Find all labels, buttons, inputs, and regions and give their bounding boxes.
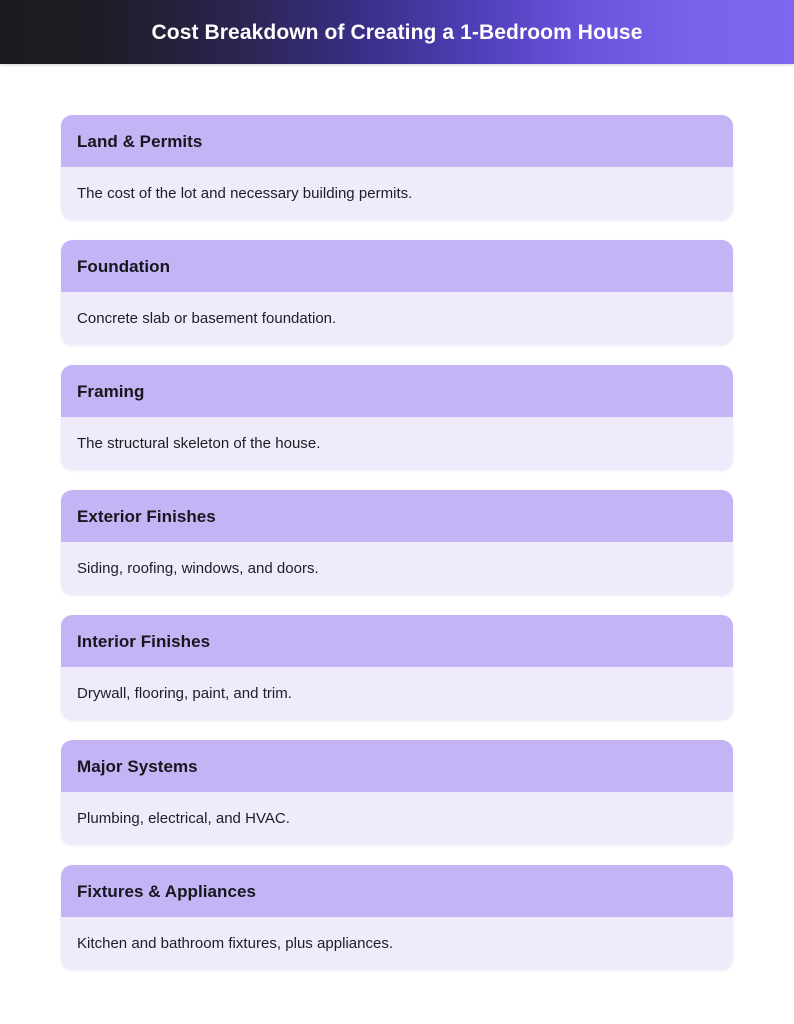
cost-card-title: Exterior Finishes — [77, 506, 216, 526]
cost-card-description: The cost of the lot and necessary building permits. — [77, 184, 413, 202]
cost-card-header — [61, 740, 733, 792]
cost-card-title: Fixtures & Appliances — [77, 881, 256, 901]
cost-card-title: Foundation — [77, 256, 171, 276]
cost-card-description: Kitchen and bathroom fixtures, plus appliances. — [77, 934, 394, 952]
cost-card-header — [61, 615, 733, 667]
cost-card-header — [61, 865, 733, 917]
cost-card-body — [61, 542, 733, 595]
page-title: Cost Breakdown of Creating a 1-Bedroom House — [151, 20, 643, 44]
cost-card-header — [61, 115, 733, 167]
cost-breakdown-list — [61, 115, 733, 970]
cost-card-header — [61, 365, 733, 417]
cost-card-description: Siding, roofing, windows, and doors. — [77, 559, 319, 577]
cost-card-body — [61, 292, 733, 345]
cost-card — [61, 615, 733, 720]
cost-card-body — [61, 792, 733, 845]
cost-card-header — [61, 240, 733, 292]
cost-card-description: Plumbing, electrical, and HVAC. — [77, 809, 290, 827]
cost-card — [61, 365, 733, 470]
cost-card-body — [61, 667, 733, 720]
cost-card-description: The structural skeleton of the house. — [77, 434, 321, 452]
cost-card-body — [61, 417, 733, 470]
cost-card — [61, 115, 733, 220]
cost-card-description: Concrete slab or basement foundation. — [77, 309, 337, 327]
cost-card-description: Drywall, flooring, paint, and trim. — [77, 684, 292, 702]
app-header — [0, 0, 794, 64]
cost-card — [61, 865, 733, 970]
cost-card — [61, 240, 733, 345]
cost-card-title: Major Systems — [77, 756, 198, 776]
cost-card-header — [61, 490, 733, 542]
page-body — [0, 64, 794, 1024]
cost-card-title: Framing — [77, 381, 145, 401]
cost-card-title: Interior Finishes — [77, 631, 211, 651]
cost-card-body — [61, 917, 733, 970]
cost-card — [61, 740, 733, 845]
cost-card-body — [61, 167, 733, 220]
cost-card-title: Land & Permits — [77, 131, 203, 151]
cost-card — [61, 490, 733, 595]
